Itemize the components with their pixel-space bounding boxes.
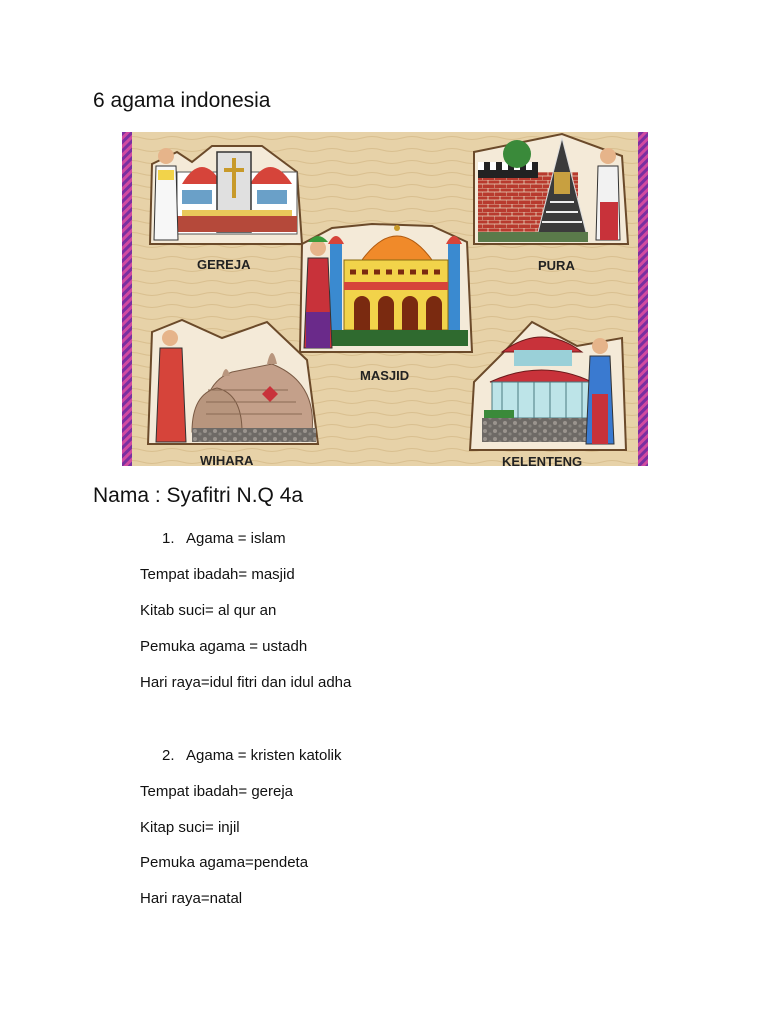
worship-places-puzzle-image — [122, 132, 648, 466]
puzzle-label-wihara: WIHARA — [200, 453, 254, 466]
agama-text: Agama = islam — [186, 530, 286, 547]
pemuka-agama-1: Pemuka agama = ustadh — [140, 638, 308, 655]
list-number: 1. — [162, 530, 175, 547]
list-number: 2. — [162, 747, 175, 764]
puzzle-label-kelenteng: KELENTENG — [502, 454, 583, 466]
puzzle-label-gereja: GEREJA — [197, 257, 251, 272]
document-title: 6 agama indonesia — [93, 89, 271, 112]
kitab-suci-2: Kitap suci= injil — [140, 819, 240, 836]
hari-raya-1: Hari raya=idul fitri dan idul adha — [140, 674, 352, 691]
hari-raya-2: Hari raya=natal — [140, 890, 243, 907]
masjid-piece — [300, 224, 472, 352]
pura-piece — [474, 134, 628, 244]
student-name-line: Nama : Syafitri N.Q 4a — [93, 484, 304, 507]
tempat-ibadah-2: Tempat ibadah= gereja — [140, 783, 294, 800]
tempat-ibadah-1: Tempat ibadah= masjid — [140, 566, 295, 583]
list-item-2-heading — [162, 746, 342, 766]
pemuka-agama-2: Pemuka agama=pendeta — [140, 854, 309, 871]
agama-text: Agama = kristen katolik — [186, 747, 342, 764]
kitab-suci-1: Kitab suci= al qur an — [140, 602, 277, 619]
list-item-1-heading — [162, 529, 286, 549]
puzzle-label-masjid: MASJID — [360, 368, 410, 383]
gereja-piece — [150, 146, 302, 244]
puzzle-label-pura: PURA — [538, 258, 575, 273]
